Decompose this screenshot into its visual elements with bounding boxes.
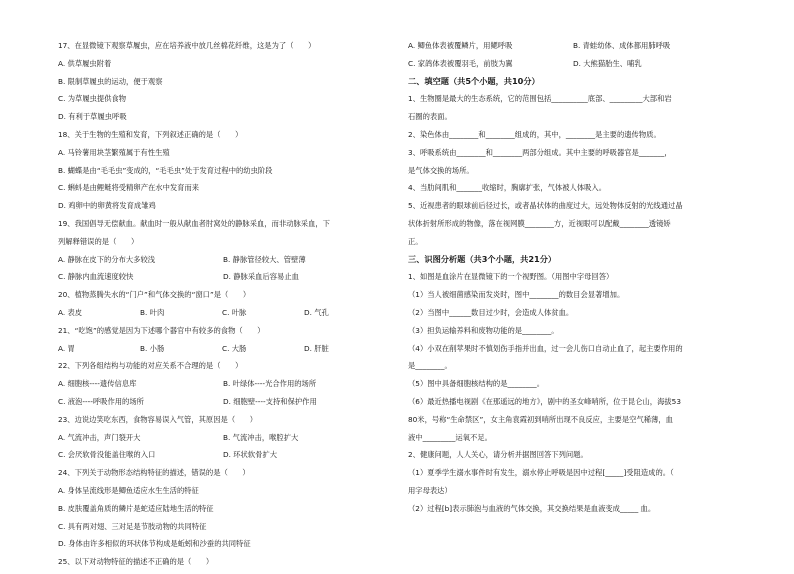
q23-option-b: B. 气流冲击，喉腔扩大: [223, 432, 299, 442]
q17-option-d: D. 有利于草履虫呼吸: [58, 112, 127, 122]
analysis-2-part1-line2: 用字母表达）: [408, 485, 452, 495]
fill-4: 4、当肋间肌和_______收缩时，胸廓扩张，气体被人体吸入。: [408, 183, 607, 193]
q18-option-c: C. 蝌蚪是由鲤鲢将受精卵产在水中发育而来: [58, 183, 200, 193]
question-22: 22、下列各组结构与功能的对应关系不合理的是（ ）: [58, 361, 243, 371]
right-column: [408, 40, 738, 521]
q22-option-d: D. 细胞壁----支持和保护作用: [223, 396, 317, 406]
q17-option-c: C. 为草履虫提供食物: [58, 94, 127, 104]
analysis-1-part4-line1: （4）小双在削苹果时不慎划伤手指并出血，过一会儿伤口自动止血了，起主要作用的: [408, 343, 683, 353]
q23-option-a: A. 气流冲击，声门裂开大: [58, 432, 141, 442]
fill-2: 2、染色体由________和________组成的，其中，________是主要的遗传物质。: [408, 129, 661, 139]
analysis-2: 2、健康问题，人人关心，请分析并据图回答下列问题。: [408, 450, 588, 460]
q25-option-c: C. 家鸽体表被覆羽毛，前肢为翼: [408, 58, 513, 68]
analysis-1-part2: （2）当图中______数目过少时，会造成人体贫血。: [408, 307, 574, 317]
analysis-1-part6-line3: 液中_________运氧不足。: [408, 432, 492, 442]
q25-option-b: B. 青蛙幼体、成体都用肺呼吸: [573, 41, 671, 50]
q24-option-d: D. 身体由许多相似的环状体节构成是蚯蚓和沙蚕的共同特征: [58, 539, 251, 549]
analysis-1: 1、如图是血涂片在显微镜下的一个视野图。（用图中字母回答）: [408, 272, 614, 282]
analysis-1-part6-line2: 80米，号称“生命禁区”，女主角袁霞初到哨所出现不良反应，主要是空气稀薄，血: [408, 414, 673, 424]
q20-options: [58, 307, 388, 325]
left-column: [58, 40, 388, 574]
section-analysis-heading: 三、识图分析题（共3个小题，共21分）: [408, 253, 557, 264]
analysis-1-part5: （5）图中具备细胞核结构的是________。: [408, 379, 544, 389]
q21-option-a: A. 胃: [58, 343, 75, 353]
fill-1-line1: 1、生物圈是最大的生态系统，它的范围包括__________底部、_________大部和岩: [408, 94, 672, 104]
q20-option-a: A. 表皮: [58, 307, 83, 317]
q22-option-c: C. 液泡----呼吸作用的场所: [58, 396, 144, 406]
q23-option-d: D. 环状软骨扩大: [223, 450, 278, 460]
question-24: 24、下列关于动物形态结构特征的描述，错误的是（ ）: [58, 468, 250, 478]
q19-option-d: D. 静脉采血后容易止血: [223, 272, 299, 282]
fill-5-line2: 状体折射所形成的物像，落在视网膜________方，近视眼可以配戴________透镜矫: [408, 218, 671, 228]
analysis-1-part1: （1）当人被细菌感染而发炎时，图中________的数目会显著增加。: [408, 290, 625, 300]
question-19-line2: 列解释错误的是（ ）: [58, 236, 139, 246]
q23-option-c: C. 会厌软骨没能盖住喉的入口: [58, 450, 156, 460]
q25-options-ab: [408, 40, 738, 58]
q17-option-b: B. 限制草履虫的运动，便于观察: [58, 76, 163, 86]
question-18: 18、关于生物的生殖和发育，下列叙述正确的是（ ）: [58, 129, 243, 139]
question-19-line1: 19、我国倡导无偿献血。献血时一般从献血者肘窝处的静脉采血，而非动脉采血，下: [58, 218, 330, 228]
analysis-2-part1-line1: （1）夏季学生溺水事件时有发生，溺水停止呼吸是因中过程[_____]受阻造成的。（: [408, 468, 674, 478]
q22-options-cd: [58, 396, 388, 414]
q19-options-cd: [58, 271, 388, 289]
q18-option-d: D. 鸡卵中的卵黄将发育成雏鸡: [58, 201, 156, 211]
analysis-2-part2: （2）过程[b]表示肺泡与血液的气体交换，其交换结果是血液变成_____ 血。: [408, 503, 656, 513]
question-21: 21、“吃饱”的感觉是因为下述哪个器官中有较多的食物（ ）: [58, 325, 265, 335]
q25-option-d: D. 大熊猫胎生、哺乳: [573, 58, 642, 68]
q19-option-c: C. 静脉内血流速度较快: [58, 272, 134, 282]
q22-option-b: B. 叶绿体----光合作用的场所: [223, 379, 317, 389]
analysis-1-part4-line2: 是________。: [408, 361, 452, 371]
q20-option-b: B. 叶肉: [140, 307, 165, 317]
fill-3-line1: 3、呼吸系统由________和________两部分组成。其中主要的呼吸器官是_______，: [408, 147, 672, 157]
q20-option-c: C. 叶脉: [222, 307, 247, 317]
q18-option-a: A. 马铃薯用块茎繁殖属于有性生殖: [58, 147, 170, 157]
analysis-1-part6-line1: （6）最近热播电视剧《在那遥远的地方》，剧中的圣女峰哨所，位于昆仑山，海拔53: [408, 396, 681, 406]
q24-option-b: B. 皮肤覆盖角质的鳞片是蛇适应陆地生活的特征: [58, 503, 214, 513]
question-23: 23、边说边笑吃东西，食物容易误入气管，其原因是（ ）: [58, 414, 258, 424]
q21-option-d: D. 肝脏: [304, 343, 329, 353]
q20-option-d: D. 气孔: [304, 307, 329, 317]
q23-options-cd: [58, 449, 388, 467]
q24-option-a: A. 身体呈流线形是鲫鱼适应水生生活的特征: [58, 485, 199, 495]
q25-option-a: A. 鲫鱼体表被覆鳞片，用鳃呼吸: [408, 41, 513, 50]
analysis-1-part3: （3）担负运输养料和废物功能的是________。: [408, 325, 559, 335]
question-17: 17、在显微镜下观察草履虫，应在培养液中放几丝棉花纤维，这是为了（ ）: [58, 41, 316, 50]
fill-5-line3: 正。: [408, 236, 423, 246]
question-25: 25、以下对动物特征的描述不正确的是（ ）: [58, 557, 214, 567]
q24-option-c: C. 具有两对翅、三对足是节肢动物的共同特征: [58, 521, 207, 531]
fill-5-line1: 5、近视患者的眼球前后径过长，或者晶状体的曲度过大，远处物体反射的光线通过晶: [408, 201, 683, 211]
q23-options-ab: [58, 432, 388, 450]
q22-options-ab: [58, 378, 388, 396]
q19-options-ab: [58, 254, 388, 272]
section-fill-in-heading: 二、填空题（共5个小题，共10分）: [408, 75, 540, 86]
q21-option-b: B. 小肠: [140, 343, 165, 353]
q25-options-cd: [408, 58, 738, 76]
q17-option-a: A. 供草履虫附着: [58, 58, 112, 68]
q21-option-c: C. 大肠: [222, 343, 247, 353]
q21-options: [58, 343, 388, 361]
q22-option-a: A. 细胞核----遗传信息库: [58, 379, 137, 389]
fill-3-line2: 是气体交换的场所。: [408, 165, 474, 175]
fill-1-line2: 石圈的表面。: [408, 112, 452, 122]
q19-option-a: A. 静脉在皮下的分布大多较浅: [58, 254, 156, 264]
q18-option-b: B. 蝴蝶是由“毛毛虫”变成的，“毛毛虫”处于发育过程中的幼虫阶段: [58, 165, 273, 175]
question-20: 20、植物蒸腾失水的“门户”和气体交换的“窗口”是（ ）: [58, 290, 251, 300]
q19-option-b: B. 静脉管径较大、管壁薄: [223, 254, 306, 264]
